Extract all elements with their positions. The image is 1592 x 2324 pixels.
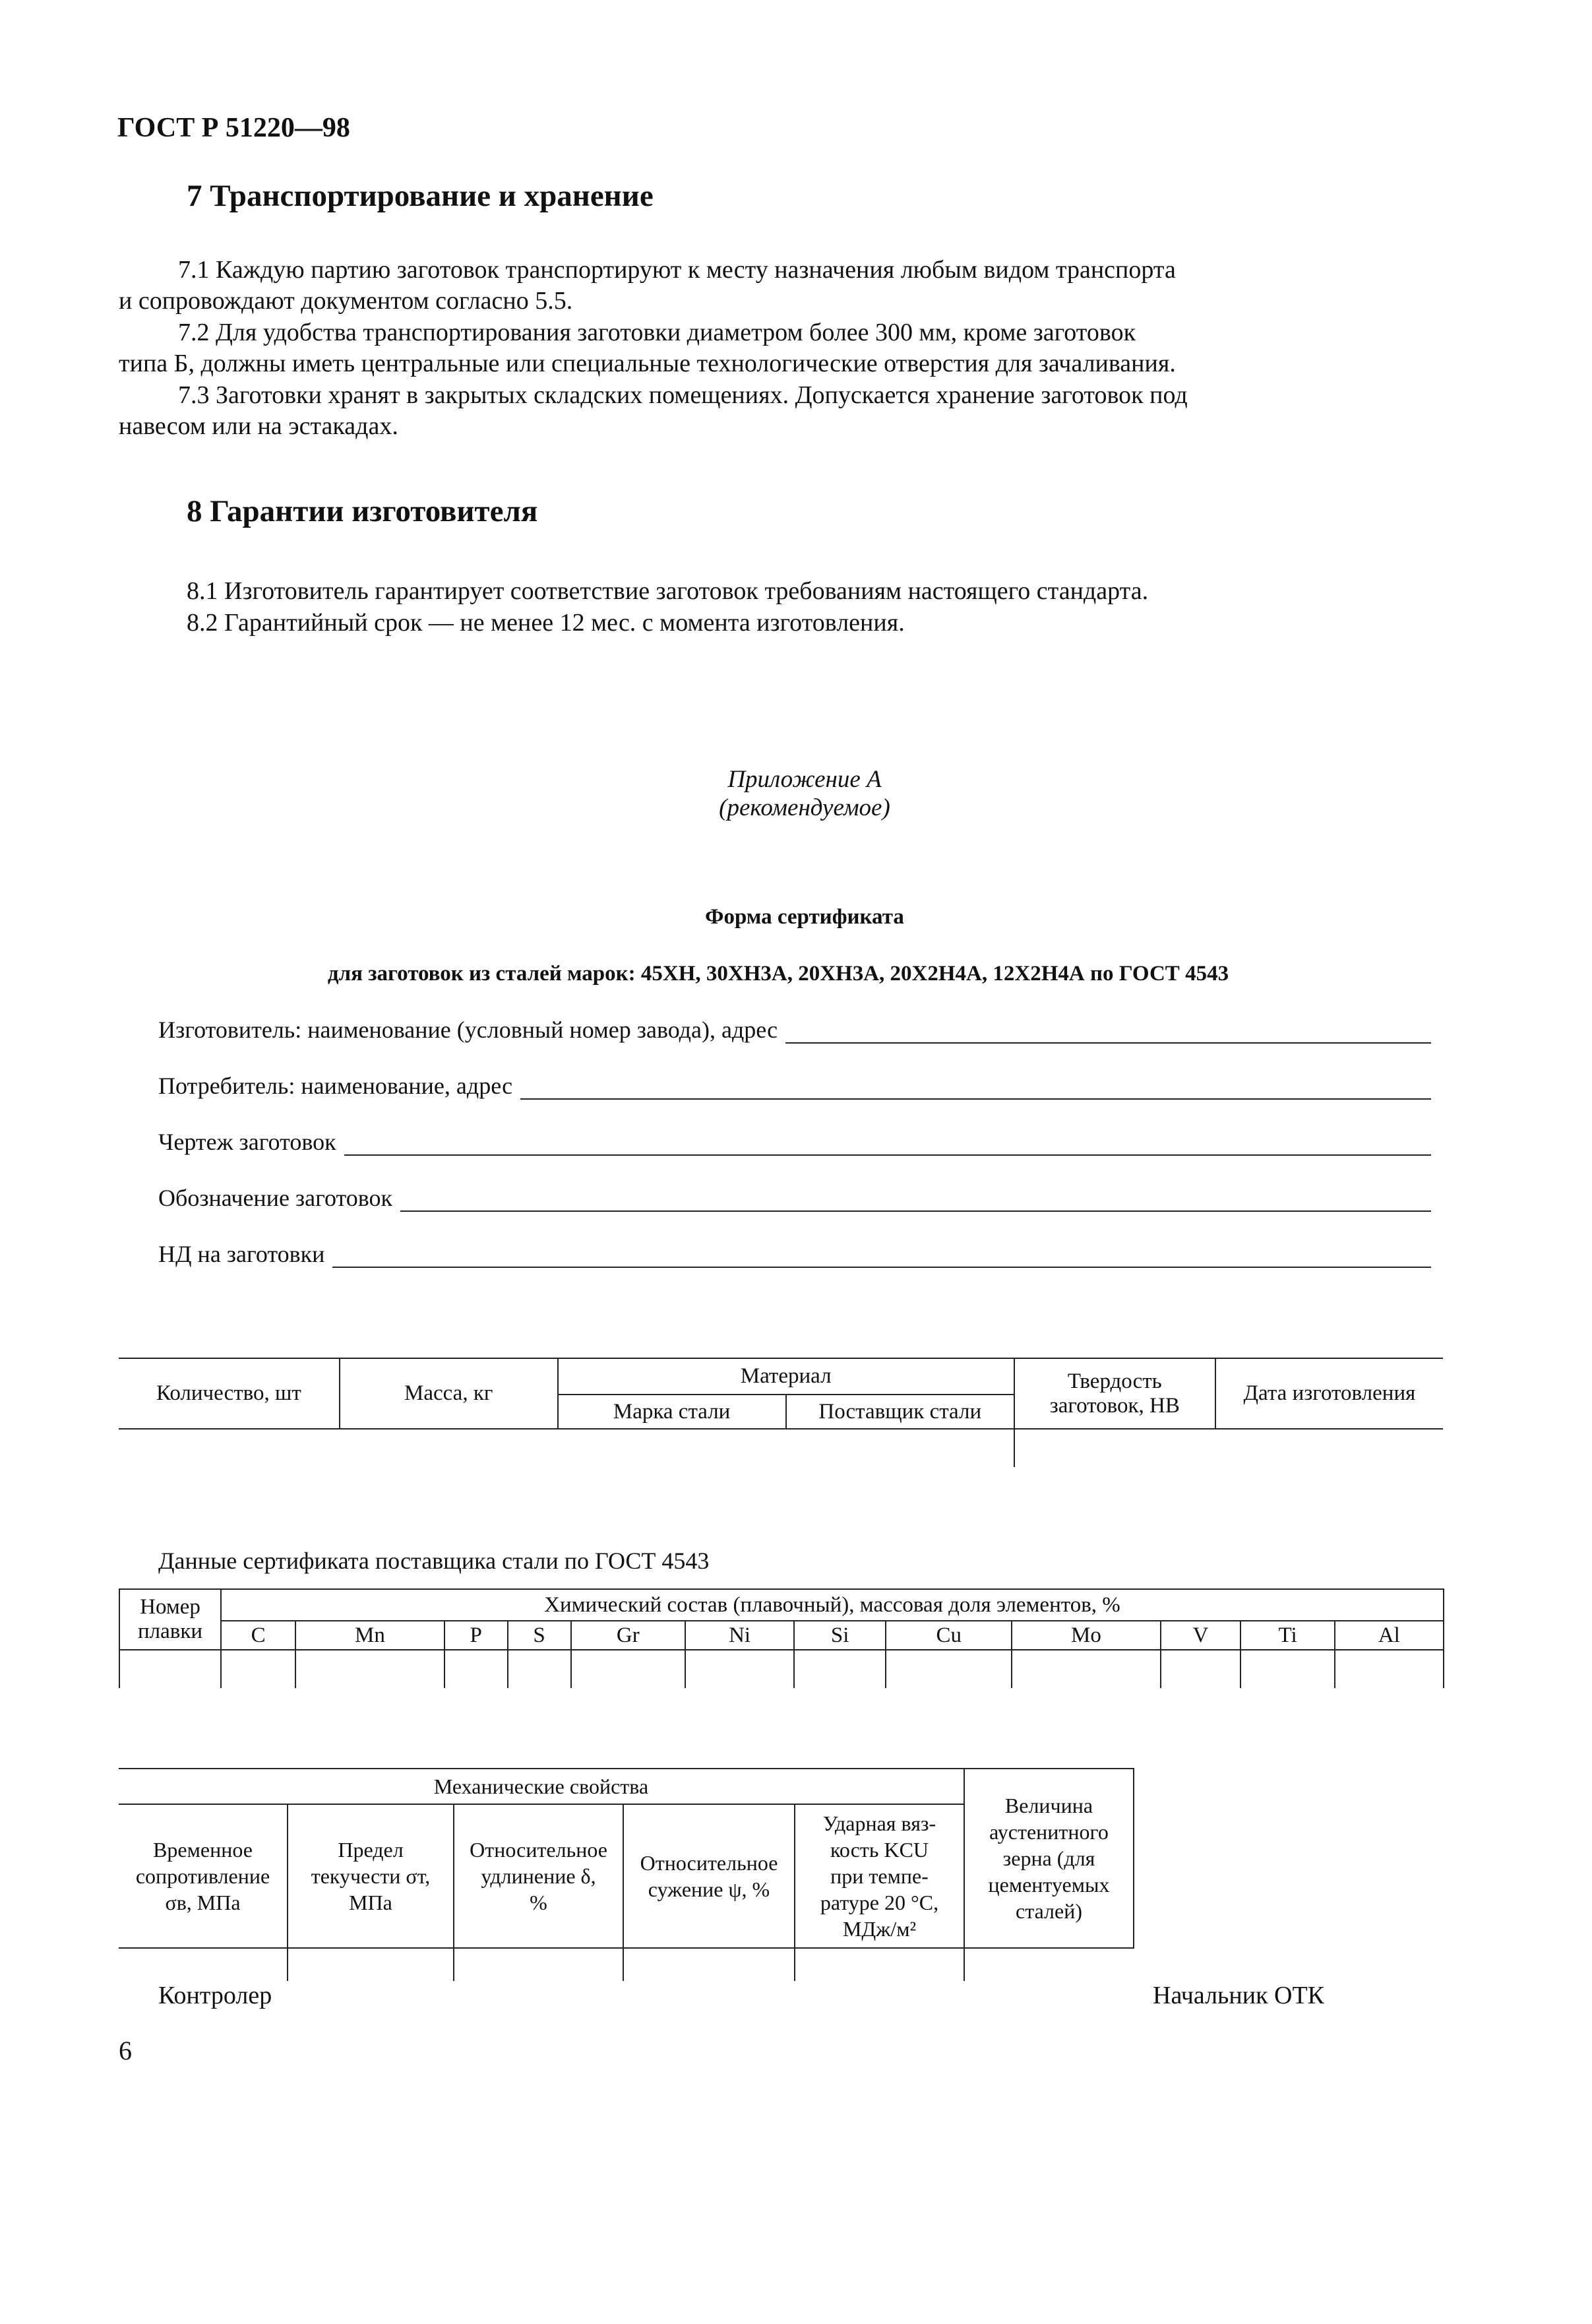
para-7-3-line2: навесом или на эстакадах. [119, 412, 398, 440]
col-element-si: Si [794, 1621, 886, 1650]
field-drawing[interactable] [158, 1128, 1431, 1156]
product-table [119, 1358, 1443, 1467]
chemical-composition-table [119, 1588, 1444, 1688]
supplier-cert-caption: Данные сертификата поставщика стали по ГОСТ 4543 [158, 1548, 710, 1574]
field-consumer-line[interactable] [520, 1077, 1431, 1100]
field-consumer-label: Потребитель: наименование, адрес [158, 1073, 513, 1099]
col-element-ni: Ni [685, 1621, 794, 1650]
col-element-p: P [444, 1621, 508, 1650]
col-element-mo: Mo [1012, 1621, 1160, 1650]
col-reduction: Относительное сужение ψ, % [623, 1804, 795, 1948]
field-drawing-line[interactable] [344, 1133, 1431, 1156]
para-8-2: 8.2 Гарантийный срок — не менее 12 мес. с момента изготовления. [187, 609, 905, 637]
col-mechanical-properties: Механические свойства [119, 1769, 964, 1804]
para-8-1: 8.1 Изготовитель гарантирует соответствие заготовок требованиям настоящего стандарта. [187, 577, 1149, 605]
section-7-title: 7 Транспортирование и хранение [187, 179, 654, 213]
para-7-3-line1: 7.3 Заготовки хранят в закрытых складских помещениях. Допускается хранение заготовок под [178, 381, 1188, 409]
col-quantity: Количество, шт [119, 1358, 340, 1429]
section-8-title: 8 Гарантии изготовителя [187, 494, 538, 528]
field-manufacturer-label: Изготовитель: наименование (условный номер завода), адрес [158, 1017, 778, 1043]
col-heat-number: Номер плавки [119, 1589, 221, 1650]
col-element-ti: Ti [1240, 1621, 1334, 1650]
col-steel-grade: Марка стали [558, 1395, 786, 1429]
col-material: Материал [558, 1358, 1014, 1395]
col-element-gr: Gr [571, 1621, 686, 1650]
field-consumer[interactable] [158, 1072, 1431, 1100]
form-subtitle: для заготовок из сталей марок: 45ХН, 30ХН3А, 20ХН3А, 20Х2Н4А, 12Х2Н4А по ГОСТ 4543 [327, 962, 1229, 986]
col-chemical-composition: Химический состав (плавочный), массовая доля элементов, % [221, 1589, 1444, 1621]
col-tensile-strength: Временное сопротивление σв, МПа [119, 1804, 288, 1948]
col-impact-strength: Ударная вяз- кость KCU при темпе- ратуре 20 °С, МДж/м² [795, 1804, 964, 1948]
field-designation-line[interactable] [400, 1189, 1431, 1212]
col-date: Дата изготовления [1215, 1358, 1443, 1429]
col-element-al: Al [1335, 1621, 1444, 1650]
col-element-cu: Cu [886, 1621, 1012, 1650]
field-nd[interactable] [158, 1240, 1431, 1268]
para-7-1-line1: 7.1 Каждую партию заготовок транспортируют к месту назначения любым видом транспорта [178, 256, 1176, 284]
field-drawing-label: Чертеж заготовок [158, 1129, 336, 1155]
field-manufacturer-line[interactable] [785, 1021, 1431, 1044]
col-element-v: V [1161, 1621, 1241, 1650]
para-7-2-line2: типа Б, должны иметь центральные или специальные технологические отверстия для зачаливания. [119, 350, 1176, 377]
field-designation[interactable] [158, 1184, 1431, 1212]
document-code: ГОСТ Р 51220—98 [117, 113, 350, 143]
field-manufacturer[interactable] [158, 1016, 1431, 1044]
col-element-s: S [508, 1621, 571, 1650]
para-7-1-line2: и сопровождают документом согласно 5.5. [119, 287, 573, 315]
signature-otk-chief: Начальник ОТК [1153, 1982, 1325, 2009]
signature-controller: Контролер [158, 1982, 272, 2009]
col-element-mn: Mn [295, 1621, 444, 1650]
appendix-subtitle: (рекомендуемое) [719, 794, 890, 821]
page-number: 6 [119, 2036, 132, 2065]
col-hardness: Твердость заготовок, НВ [1014, 1358, 1215, 1429]
col-supplier: Поставщик стали [786, 1395, 1014, 1429]
col-grain-size: Величина аустенитного зерна (для цементуемых сталей) [964, 1769, 1134, 1948]
field-designation-label: Обозначение заготовок [158, 1185, 393, 1211]
para-7-2-line1: 7.2 Для удобства транспортирования заготовки диаметром более 300 мм, кроме заготовок [178, 319, 1136, 346]
appendix-title: Приложение А [727, 766, 882, 793]
field-nd-line[interactable] [332, 1245, 1431, 1268]
col-element-c: C [221, 1621, 295, 1650]
form-title: Форма сертификата [705, 905, 904, 929]
mechanical-properties-table [119, 1768, 1134, 1981]
col-yield-strength: Предел текучести σт, МПа [288, 1804, 454, 1948]
col-elongation: Относительное удлинение δ, % [454, 1804, 623, 1948]
col-mass: Масса, кг [340, 1358, 558, 1429]
field-nd-label: НД на заготовки [158, 1241, 325, 1267]
